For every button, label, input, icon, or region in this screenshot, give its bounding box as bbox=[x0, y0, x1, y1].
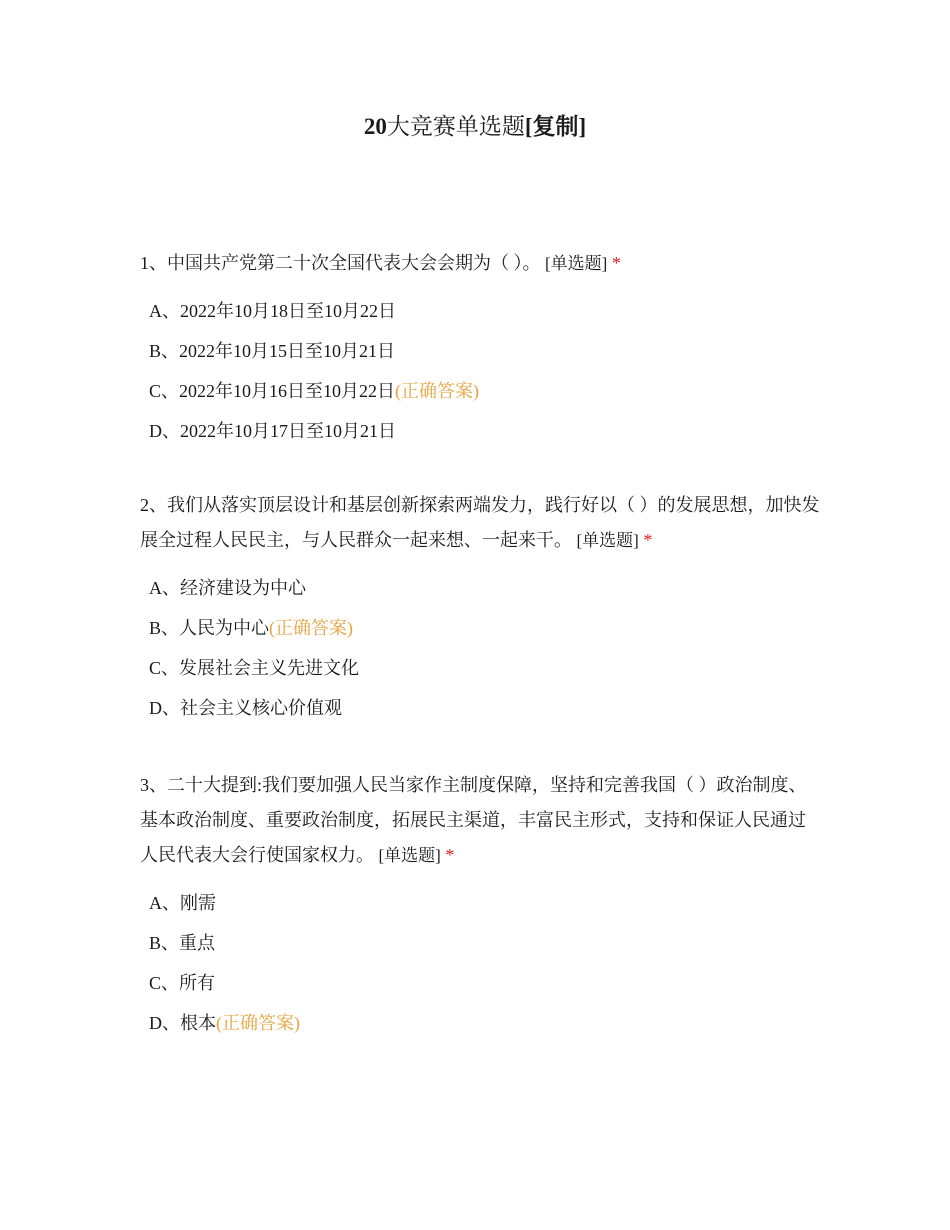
question-text: 3、二十大提到:我们要加强人民当家作主制度保障，坚持和完善我国（ ）政治制度、基本政治制度、重要政治制度，拓展民主渠道，丰富民主形式，支持和保证人民通过人民代表大会行使国家权力。 bbox=[140, 775, 807, 865]
required-mark: * bbox=[611, 253, 621, 273]
question-prompt bbox=[140, 768, 820, 873]
option-a bbox=[149, 568, 820, 608]
correct-answer-label: (正确答案) bbox=[216, 1013, 300, 1033]
question-3 bbox=[140, 768, 820, 1043]
option-d bbox=[149, 688, 820, 728]
option-text: B、重点 bbox=[149, 933, 216, 953]
option-list bbox=[140, 883, 820, 1043]
question-text: 1、中国共产党第二十次全国代表大会会期为（ ）。 bbox=[140, 253, 541, 273]
question-2 bbox=[140, 488, 820, 728]
option-d bbox=[149, 1003, 820, 1043]
option-text: C、所有 bbox=[149, 973, 216, 993]
option-text: D、根本 bbox=[149, 1013, 216, 1033]
option-text: C、发展社会主义先进文化 bbox=[149, 658, 360, 678]
option-text: A、2022年10月18日至10月22日 bbox=[149, 301, 396, 321]
question-type-tag: [单选题] bbox=[545, 254, 608, 273]
option-text: A、经济建设为中心 bbox=[149, 578, 306, 598]
option-text: B、2022年10月15日至10月21日 bbox=[149, 341, 396, 361]
required-mark: * bbox=[643, 530, 653, 550]
option-b bbox=[149, 331, 820, 371]
correct-answer-label: (正确答案) bbox=[269, 618, 354, 638]
option-d bbox=[149, 411, 820, 451]
option-text: D、社会主义核心价值观 bbox=[149, 698, 342, 718]
option-c bbox=[149, 648, 820, 688]
option-list bbox=[140, 291, 820, 451]
question-prompt bbox=[140, 246, 820, 281]
option-c bbox=[149, 371, 820, 411]
question-prompt bbox=[140, 488, 820, 558]
option-a bbox=[149, 291, 820, 331]
required-mark: * bbox=[445, 845, 455, 865]
option-c bbox=[149, 963, 820, 1003]
question-1 bbox=[140, 246, 820, 451]
question-text: 2、我们从落实顶层设计和基层创新探索两端发力，践行好以（ ）的发展思想，加快发展全过程人民民主，与人民群众一起来想、一起来干。 bbox=[140, 495, 820, 550]
question-type-tag: [单选题] bbox=[378, 846, 441, 865]
option-b bbox=[149, 923, 820, 963]
page-title bbox=[0, 110, 950, 144]
title-text: 大竞赛单选题 bbox=[386, 114, 525, 139]
option-text: A、刚需 bbox=[149, 893, 216, 913]
title-number: 20 bbox=[363, 114, 387, 139]
option-text: D、2022年10月17日至10月21日 bbox=[149, 421, 396, 441]
option-b bbox=[149, 608, 820, 648]
question-type-tag: [单选题] bbox=[576, 531, 639, 550]
option-text: B、人民为中心 bbox=[149, 618, 270, 638]
title-suffix: [复制] bbox=[524, 114, 587, 139]
option-list bbox=[140, 568, 820, 728]
option-text: C、2022年10月16日至10月22日 bbox=[149, 381, 396, 401]
option-a bbox=[149, 883, 820, 923]
correct-answer-label: (正确答案) bbox=[395, 381, 480, 401]
